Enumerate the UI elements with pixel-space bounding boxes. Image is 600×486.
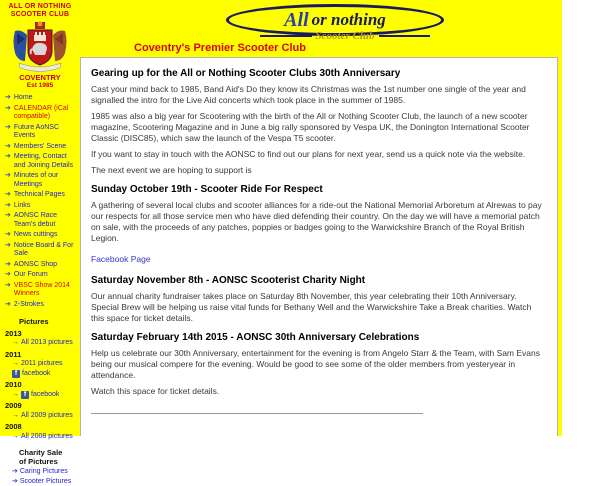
sub-arrow-icon: → (12, 339, 19, 348)
page-tagline: Coventry's Premier Scooter Club (134, 42, 306, 54)
arrow-bullet-icon: ➔ (12, 468, 18, 477)
sidebar-item-meeting-contact[interactable] (5, 153, 78, 170)
sidebar-link[interactable]: 2-Strokes (14, 301, 44, 310)
pictures-link[interactable]: All 2008 pictures (21, 433, 73, 442)
sidebar-item-members-scene[interactable] (5, 143, 78, 152)
sub-arrow-icon: → (12, 360, 19, 369)
pictures-facebook-2011[interactable] (12, 370, 80, 379)
sidebar-nav (0, 94, 80, 309)
sidebar-link[interactable]: Notice Board & For Sale (14, 242, 78, 259)
pictures-link-2013[interactable] (12, 339, 80, 348)
sidebar-link[interactable]: AONSC Race Team's debut (14, 212, 78, 229)
pictures-section (0, 318, 80, 486)
arrow-bullet-icon: ➔ (5, 242, 11, 259)
paragraph: Help us celebrate our 30th Anniversary, entertainment for the evening is from Angelo Starr & the Team, with Sam Evans being our musical compere for the evening. Would be good to see some of the older members from yesteryear in attendance. (91, 348, 543, 381)
sidebar-link[interactable]: News cuttings (14, 231, 58, 240)
footer-divider (91, 413, 423, 414)
pictures-year-2008: 2008 (5, 423, 80, 432)
sidebar-item-news-cuttings[interactable] (5, 231, 78, 240)
charity-link[interactable]: Caring Pictures (20, 468, 68, 477)
sidebar-link[interactable]: Home (14, 94, 33, 103)
sidebar-link[interactable]: AONSC Shop (14, 261, 57, 270)
sub-arrow-icon: → (12, 412, 19, 421)
event-heading-february: Saturday February 14th 2015 - AONSC 30th Anniversary Celebrations (91, 332, 543, 343)
arrow-bullet-icon: ➔ (5, 282, 11, 299)
sidebar-item-forum[interactable] (5, 271, 78, 280)
sidebar-link[interactable]: Technical Pages (14, 191, 65, 200)
pictures-link-2011[interactable] (12, 360, 80, 369)
arrow-bullet-icon: ➔ (5, 191, 11, 200)
charity-sale-heading: Charity Sale of Pictures (19, 449, 69, 466)
logo-word-all: All (284, 9, 308, 32)
facebook-page-link[interactable]: Facebook Page (91, 254, 151, 264)
pictures-heading: Pictures (19, 318, 80, 327)
pictures-link[interactable]: All 2013 pictures (21, 339, 73, 348)
sidebar-item-calendar[interactable] (5, 105, 78, 122)
pictures-year-2009: 2009 (5, 402, 80, 411)
pictures-year-2010: 2010 (5, 381, 80, 390)
sidebar-item-shop[interactable] (5, 261, 78, 270)
arrow-bullet-icon: ➔ (5, 153, 11, 170)
sidebar-item-minutes[interactable] (5, 172, 78, 189)
pictures-link[interactable]: 2011 pictures (21, 360, 63, 369)
logo-rule-right (379, 35, 431, 37)
arrow-bullet-icon: ➔ (5, 202, 11, 211)
arrow-bullet-icon: ➔ (5, 271, 11, 280)
coventry-crest-icon (11, 21, 69, 73)
arrow-bullet-icon: ➔ (5, 212, 11, 229)
arrow-bullet-icon: ➔ (5, 94, 11, 103)
paragraph: Our annual charity fundraiser takes place on Saturday 8th November, this year celebrating their 10th Anniversary. Special Brew will be helping us raise vital funds for Bethany Well and the Warwickshire Take a Break charities. Watch this space for ticket details. (91, 291, 543, 324)
sidebar-item-technical-pages[interactable] (5, 191, 78, 200)
charity-scooter-pictures[interactable] (12, 478, 80, 486)
arrow-bullet-icon: ➔ (12, 478, 18, 486)
sidebar-link[interactable]: Our Forum (14, 271, 48, 280)
sidebar-link[interactable]: CALENDAR (iCal compatible) (14, 105, 78, 122)
arrow-bullet-icon: ➔ (5, 105, 11, 122)
sidebar-link[interactable]: VBSC Show 2014 Winners (14, 282, 78, 299)
sub-arrow-icon: → (12, 391, 19, 400)
club-name-line2: SCOOTER CLUB (0, 11, 80, 19)
paragraph: The next event we are hoping to support is (91, 165, 543, 176)
facebook-link[interactable]: facebook (22, 370, 50, 379)
club-name (0, 3, 80, 19)
sidebar (0, 0, 80, 436)
sidebar-item-notice-board[interactable] (5, 242, 78, 259)
crest-city-label: COVENTRY (0, 73, 80, 82)
event-heading-october: Sunday October 19th - Scooter Ride For Respect (91, 184, 543, 195)
sidebar-item-2-strokes[interactable] (5, 301, 78, 310)
facebook-icon: f (21, 391, 29, 399)
sidebar-item-show-winners[interactable] (5, 282, 78, 299)
sidebar-link[interactable]: Minutes of our Meetings (14, 172, 78, 189)
arrow-bullet-icon: ➔ (5, 172, 11, 189)
facebook-link[interactable]: facebook (31, 391, 59, 400)
arrow-bullet-icon: ➔ (5, 124, 11, 141)
paragraph: 1985 was also a big year for Scootering with the birth of the All or Nothing Scooter Club, the launch of a new scooter magazine, Scootering Magazine and in June a big rally sponsored by Vespa UK, the Donington International Scooter Classic (DISC85), which saw the launch of the Vespa T5 scooter. (91, 111, 543, 144)
pictures-year-2013: 2013 (5, 330, 80, 339)
paragraph: A gathering of several local clubs and scooter alliances for a ride-out the National Memorial Arboretum at Alrewas to pay our respects for all those service men who have died defending their country. On the day we will have a memorial patch on sale, with the proceeds of any patches, poppies or badges going to the Warwickshire Branch of the Royal British Legion. (91, 200, 543, 244)
pictures-year-2011: 2011 (5, 351, 80, 360)
facebook-icon: f (12, 370, 20, 378)
pictures-facebook-2010[interactable] (12, 391, 80, 400)
pictures-link-2008[interactable] (12, 433, 80, 442)
club-name-line1: ALL OR NOTHING (0, 3, 80, 11)
main-content (80, 57, 558, 436)
sidebar-item-home[interactable] (5, 94, 78, 103)
sidebar-link[interactable]: Future AoNSC Events (14, 124, 78, 141)
paragraph: Cast your mind back to 1985, Band Aid's Do they know its Christmas was the 1st number one single of the year and signalled the intro for the Live Aid concerts which took place in the summer of 1985. (91, 84, 543, 106)
paragraph: Watch this space for ticket details. (91, 386, 543, 397)
charity-caring-pictures[interactable] (12, 468, 80, 477)
arrow-bullet-icon: ➔ (5, 301, 11, 310)
logo-subtitle (260, 30, 430, 42)
sidebar-link[interactable]: Links (14, 202, 30, 211)
sidebar-link[interactable]: Meeting, Contact and Joining Details (14, 153, 78, 170)
logo-word-rest: or nothing (312, 10, 386, 30)
pictures-link-2009[interactable] (12, 412, 80, 421)
charity-link[interactable]: Scooter Pictures (20, 478, 71, 486)
logo-rule-left (260, 35, 312, 37)
club-logo (226, 4, 444, 44)
arrow-bullet-icon: ➔ (5, 261, 11, 270)
sidebar-item-future-events[interactable] (5, 124, 78, 141)
arrow-bullet-icon: ➔ (5, 143, 11, 152)
pictures-link[interactable]: All 2009 pictures (21, 412, 73, 421)
sidebar-link[interactable]: Members' Scene (14, 143, 66, 152)
article-heading: Gearing up for the All or Nothing Scooter Clubs 30th Anniversary (91, 68, 543, 79)
arrow-bullet-icon: ➔ (5, 231, 11, 240)
paragraph: If you want to stay in touch with the AONSC to find out our plans for next year, send us a quick note via the website. (91, 149, 543, 160)
logo-subtitle-text: Scooter Club (316, 30, 375, 42)
sidebar-item-race-team[interactable] (5, 212, 78, 229)
event-heading-november: Saturday November 8th - AONSC Scooterist Charity Night (91, 275, 543, 286)
sub-arrow-icon: → (12, 433, 19, 442)
sidebar-item-links[interactable] (5, 202, 78, 211)
crest-est-label: Est 1985 (0, 82, 80, 90)
